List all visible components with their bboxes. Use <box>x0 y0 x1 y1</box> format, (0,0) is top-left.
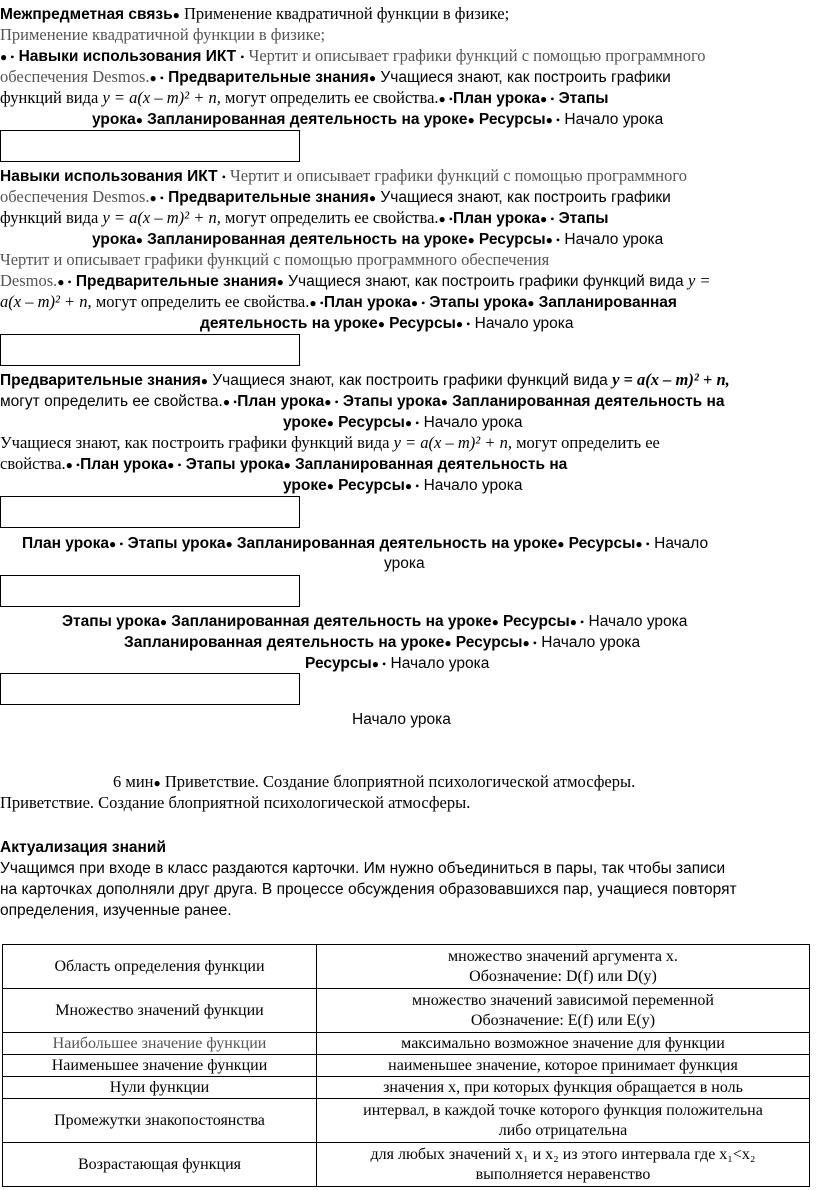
b6-line2: урока <box>384 555 425 572</box>
bullet-icon: ● • <box>309 296 324 310</box>
b2-line3: функций вида y = a(x – m)² + n, могут определить ее свойства.● •План урока● • Этапы <box>0 208 609 227</box>
definition-cell: значения x, при которых функция обращается в ноль <box>317 1077 810 1099</box>
bullet-icon: ● <box>467 233 475 247</box>
bullet-icon: ● • <box>545 113 561 127</box>
bullet-icon: ● <box>159 615 168 629</box>
bullet-icon: • <box>221 170 226 184</box>
term-cell: Множество значений функции <box>3 989 317 1033</box>
table-row <box>3 989 810 1033</box>
b1-line6: урока● Запланированная деятельность на уроке● Ресурсы● • Начало урока <box>92 111 664 128</box>
empty-box <box>0 130 300 162</box>
greeting-line2: Приветствие. Создание блоприятной психологической атмосферы. <box>0 793 471 812</box>
bullet-icon: ● <box>200 374 208 388</box>
b1-line5: функций вида y = a(x – m)² + n, могут определить ее свойства.● •План урока● • Этапы <box>0 88 609 107</box>
bullet-icon: ● <box>527 296 535 310</box>
bullet-icon: ● • <box>109 537 124 551</box>
b4-line2: могут определить ее свойства.● •План урока● • Этапы урока● Запланированная деятельность на <box>0 393 725 410</box>
heading-interdisciplinary: Межпредметная связь <box>0 6 173 23</box>
bullet-icon: ● <box>377 317 386 331</box>
table-row <box>3 1077 810 1099</box>
bullet-icon: ● • <box>149 71 164 85</box>
bullet-icon: ● • <box>0 50 15 64</box>
bullet-icon: ● • <box>149 191 164 205</box>
definition-cell: интервал, в каждой точке которого функция положительна либо отрицательна <box>317 1099 810 1143</box>
bullet-icon: ● • <box>324 395 339 409</box>
term-cell: Наименьшее значение функции <box>3 1055 317 1077</box>
b4-line1: Предварительные знания● Учащиеся знают, как построить графики функций вида y = a(x – m)² + n, <box>0 370 730 389</box>
b3-line1: Чертит и описывает графики функций с помощью программного обеспечения <box>0 250 550 269</box>
section-title: Актуализация знаний <box>0 839 166 856</box>
paragraph-line: Учащимся при входе в класс раздаются карточки. Им нужно объединиться в пары, так чтобы записи <box>0 860 726 877</box>
b5-line2: свойства.● •План урока● • Этапы урока● Запланированная деятельность на <box>0 454 568 473</box>
b1-line2: Применение квадратичной функции в физике; <box>0 25 326 44</box>
bullet-icon: ● <box>326 416 334 430</box>
definition-cell: максимально возможное значение для функции <box>317 1033 810 1055</box>
definition-cell: множество значений аргумента x. Обозначение: D(f) или D(y) <box>317 945 810 989</box>
bullet-icon: ● <box>326 479 334 493</box>
bullet-icon: ● <box>557 537 565 551</box>
b3-line4: деятельность на уроке● Ресурсы● • Начало урока <box>200 315 574 332</box>
bullet-icon: ● <box>283 458 291 472</box>
bullet-icon: ● • <box>540 212 555 226</box>
table-row <box>3 1143 810 1187</box>
bullet-icon: ● <box>153 776 161 790</box>
empty-box <box>0 334 300 366</box>
b4-line3: уроке● Ресурсы● • Начало урока <box>283 414 523 431</box>
bullet-icon: ● • <box>545 233 561 247</box>
paragraph-line: определения, изученные ранее. <box>0 902 232 919</box>
bullet-icon: ● • <box>167 458 182 472</box>
term-cell: Наибольшее значение функции <box>3 1033 317 1055</box>
table-row <box>3 1033 810 1055</box>
bullet-icon: ● • <box>438 212 453 226</box>
b7-line1: Этапы урока● Запланированная деятельность на уроке● Ресурсы● • Начало урока <box>62 613 688 630</box>
bullet-icon: ● • <box>404 479 420 493</box>
empty-box <box>0 673 300 705</box>
definition-cell: множество значений зависимой переменной Обозначение: E(f) или E(y) <box>317 989 810 1033</box>
table-row <box>3 945 810 989</box>
bullet-icon: ● • <box>404 416 420 430</box>
bullet-icon: ● <box>368 191 377 205</box>
empty-box <box>0 496 300 528</box>
bullet-icon: ● <box>467 113 475 127</box>
bullet-icon: ● • <box>522 636 537 650</box>
bullet-icon: ● • <box>635 537 650 551</box>
bullet-icon: ● <box>491 615 499 629</box>
bullet-icon: ● • <box>569 615 585 629</box>
bullet-icon: ● <box>440 395 448 409</box>
b3-line3: a(x – m)² + n, могут определить ее свойства.● •План урока● • Этапы урока● Запланированная <box>0 292 677 311</box>
bullet-icon: ● • <box>438 92 453 106</box>
bullet-icon: ● <box>225 537 233 551</box>
table-row <box>3 1055 810 1077</box>
bullet-icon: ● • <box>222 395 238 409</box>
b2-line2: обеспечения Desmos.● • Предварительные знания● Учащиеся знают, как построить графики <box>0 187 671 206</box>
bullet-icon: ● <box>368 71 377 85</box>
paragraph-line: на карточках дополняли друг друга. В процессе обсуждения образовавшихся пар, учащиеся повторят <box>0 881 737 898</box>
definitions-table <box>2 944 810 1187</box>
term-cell: Промежутки знакопостоянства <box>3 1099 317 1143</box>
b3-line2: Desmos.● • Предварительные знания● Учащиеся знают, как построить графики функций вида y = <box>0 271 711 290</box>
b1-line4: обеспечения Desmos.● • Предварительные знания● Учащиеся знают, как построить графики <box>0 67 671 86</box>
start-heading: Начало урока <box>352 711 451 728</box>
bullet-icon: ● • <box>455 317 471 331</box>
bullet-icon: ● • <box>57 275 72 289</box>
greeting-line1: 6 мин● Приветствие. Создание блоприятной психологической атмосферы. <box>113 772 636 791</box>
term-cell: Область определения функции <box>3 945 317 989</box>
definition-cell: наименьшее значение, которое принимает функция <box>317 1055 810 1077</box>
bullet-icon: ● <box>135 233 143 247</box>
bullet-icon: ● • <box>65 458 81 472</box>
empty-box <box>0 575 300 607</box>
b2-line4: урока● Запланированная деятельность на уроке● Ресурсы● • Начало урока <box>92 231 664 248</box>
bullet-icon: • <box>240 50 245 64</box>
b6-line1: План урока● • Этапы урока● Запланированная деятельность на уроке● Ресурсы● • Начало <box>22 535 709 552</box>
b7-line2: Запланированная деятельность на уроке● Ресурсы● • Начало урока <box>124 634 641 651</box>
bullet-icon: ● <box>276 275 284 289</box>
b5-line3: уроке● Ресурсы● • Начало урока <box>283 477 523 494</box>
b5-line1: Учащиеся знают, как построить графики функций вида y = a(x – m)² + n, могут определить ее <box>0 433 660 452</box>
bullet-icon: ● • <box>410 296 426 310</box>
b1-line3: ● • Навыки использования ИКТ • Чертит и описывает графики функций с помощью программного <box>0 46 706 65</box>
b1-line1: Межпредметная связь● Применение квадратичной функции в физике; <box>0 4 510 23</box>
b2-line1: Навыки использования ИКТ • Чертит и описывает графики функций с помощью программного <box>0 166 687 185</box>
bullet-icon: ● • <box>540 92 555 106</box>
b7-line3: Ресурсы● • Начало урока <box>305 655 490 672</box>
definition-cell: для любых значений x₁ и x₂ из этого интервала где x₁<x₂ выполняется неравенство <box>317 1143 810 1187</box>
term-cell: Возрастающая функция <box>3 1143 317 1187</box>
bullet-icon: ● • <box>371 657 387 671</box>
bullet-icon: ● <box>135 113 143 127</box>
bullet-icon: ● <box>172 8 180 22</box>
bullet-icon: ● <box>444 636 452 650</box>
term-cell: Нули функции <box>3 1077 317 1099</box>
table-row <box>3 1099 810 1143</box>
